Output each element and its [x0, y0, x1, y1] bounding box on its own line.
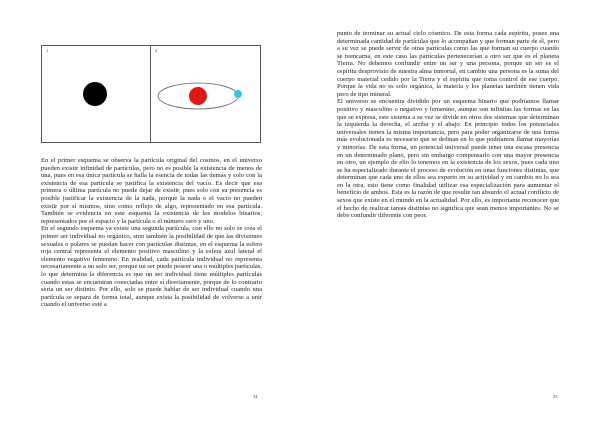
left-paragraph-1: En el primer esquema se observa la partícula original del cosmos, en el universo pueden existir infinidad de partículas, pero no es posible la existencia de menos de una, pues en esa única partícula se halla la esencia de todas las demás y solo con la existencia de esa partícula se justifica la existencia del vacío. Es decir que esa primera o última partícula no puede dejar de existir, pues solo con su presencia es posible justificar la existencia de la nada, porque la nada o el vacío no pueden existir por sí mismos, sino como reflejo de algo, representado en esa partícula. También se evidencia en este esquema la existencia de los modelos binarios, representados por el espacio y la partícula o el número cero y uno.	[41, 157, 262, 225]
right-paragraph-2: El universo se encuentra dividido por un esquema binario que podríamos llamar positivo y masculino o negativo y femenino, aunque son infinitas las formas en las que se expresa, este sistema a su vez se divide en otros dos sistemas que determinan la izquierda la derecha, el arriba y el abajo. En principio todos los potenciales universales tienen la misma importancia, pero para poder organizarse de una forma más evolucionada es necesario que se definan en lo que podríamos llamar mayorías y minorías. De esta forma, un potencial universal puede tener una escasa presencia en un determinado plano, pero sin embargo compensarlo con una mayor presencia en otro, un ejemplo de ello lo tenemos en la existencia de los sexos, pues cada uno se ha especializado durante el proceso de evolución en unas funciones distintas, que determinan que cada uno de ellos sea experto en su actividad y en cambio no lo sea en la otra, esto tiene como finalidad utilizar esa especialización para aumentar el beneficio de ambos. Esta es la razón de que resulte tan absurdo el actual conflicto de sexos que existe en el mundo en la actualidad. Por ello, es importante reconocer que el hecho de realizar tareas distintas no significa que sean menos importantes. No se debe confundir diferente con peor.	[337, 98, 559, 220]
panel-2-drawing	[151, 46, 260, 142]
left-page-number: 34	[253, 394, 258, 399]
feminine-negative-particle	[234, 90, 242, 98]
right-page-text	[337, 30, 559, 220]
panel-2-number: 2	[155, 48, 158, 53]
panel-1-number: 1	[46, 48, 49, 53]
diagram-panel-1	[42, 46, 151, 142]
diagram-panel-2	[151, 46, 260, 142]
masculine-positive-particle	[189, 87, 207, 105]
left-page-text	[41, 157, 262, 309]
original-particle	[83, 82, 107, 106]
right-page-number: 35	[553, 394, 558, 399]
right-paragraph-1: punto de terminar su actual ciclo cósmico. De esta forma cada espíritu, posee una determinada cantidad de partículas que lo acompañan y que forman parte de él, pero a su vez se puede servir de otras partículas como las que forman su cuerpo cuando se reencarna, en este caso las partículas pertenecerían a otro ser que es el planeta Tierra. No debemos confundir entre un ser y una persona, porque un ser es el espíritu desprovisto de nuestra alma inmortal, en cambio una persona es la suma del cuerpo material cedido por la Tierra y el espíritu que toma control de ese cuerpo. Porque la vida no es solo orgánica, la materia y los planetas también tienen vida pero de tipo mineral.	[337, 30, 559, 98]
cosmos-diagram	[41, 45, 261, 143]
left-paragraph-2: En el segundo esquema ya existe una segunda partícula, con ello no solo se crea el primer ser individual no orgánico, sino también la posibilidad de que las divisiones sexuales o polares se puedan hacer con partículas distintas, en el esquema la esfera roja central representa el elemento positivo masculino y la esfera azul lateral el elemento negativo femenino. En realidad, cada partícula individual no representa necesariamente a un solo ser, porque un ser puede poseer una o múltiples partículas, lo que determina la diferencia es que un ser individual tiene múltiples partículas cuando estas se encuentran conectadas entre sí directamente, porque de lo contrario sería un ser distinto. Por ello, solo se puede hablar de ser individual cuando una partícula se separa de forma total, aunque exista la posibilidad de volverse a unir cuando el universo esté a	[41, 225, 262, 309]
panel-1-drawing	[42, 46, 150, 142]
